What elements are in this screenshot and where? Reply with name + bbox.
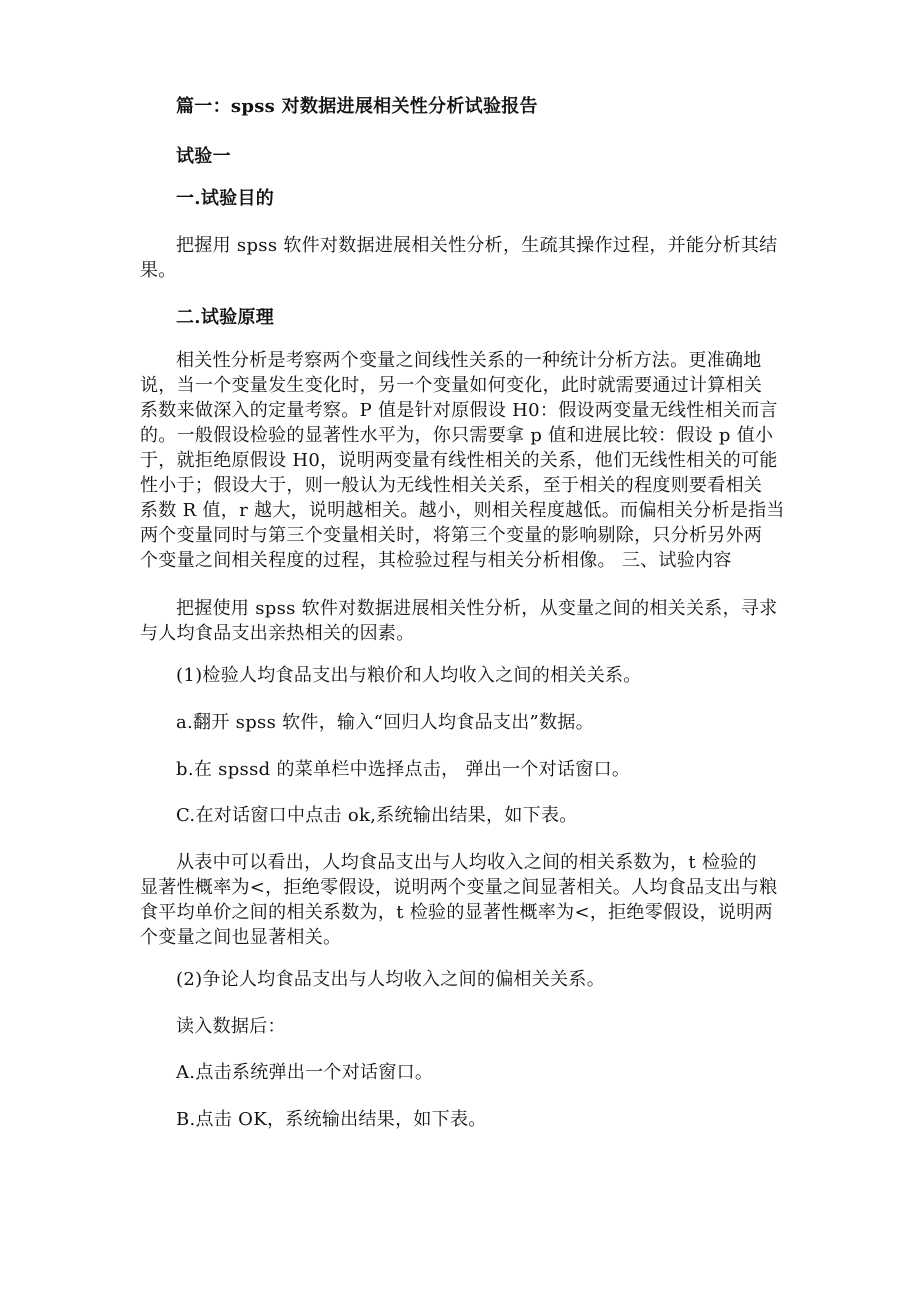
section2-line-1: 相关性分析是考察两个变量之间线性关系的一种统计分析方法。更准确地 — [176, 350, 762, 371]
step1-result-line-4: 个变量之间也显著相关。 — [140, 927, 342, 948]
step2-intro: 读入数据后： — [176, 1016, 286, 1037]
step1-a: a.翻开 spss 软件，输入“回归人均食品支出”数据。 — [176, 712, 594, 733]
section2-line-6: 性小于；假设大于，则一般认为无线性相关关系，至于相关的程度则要看相关 — [140, 475, 763, 496]
section2-heading: 二.试验原理 — [176, 307, 275, 328]
section2-line-7: 系数 R 值，r 越大，说明越相关。越小，则相关程度越低。而偏相关分析是指当 — [140, 500, 785, 521]
section2-line-3: 系数来做深入的定量考察。P 值是针对原假设 H0：假设两变量无线性相关而言 — [140, 400, 778, 421]
section2-line-5: 于，就拒绝原假设 H0，说明两变量有线性相关的关系，他们无线性相关的可能 — [140, 450, 778, 471]
section1-line-2: 果。 — [140, 260, 177, 281]
step2-title: (2)争论人均食品支出与人均收入之间的偏相关关系。 — [176, 969, 605, 990]
step1-c: C.在对话窗口中点击 ok,系统输出结果，如下表。 — [176, 805, 578, 826]
step2-b: B.点击 OK，系统输出结果，如下表。 — [176, 1109, 487, 1130]
step1-result-line-2: 显著性概率为<，拒绝零假设，说明两个变量之间显著相关。人均食品支出与粮 — [140, 877, 778, 898]
document-title: 篇一：spss 对数据进展相关性分析试验报告 — [176, 96, 538, 117]
section3-line-2: 与人均食品支出亲热相关的因素。 — [140, 623, 415, 644]
step1-result-line-1: 从表中可以看出，人均食品支出与人均收入之间的相关系数为，t 检验的 — [176, 852, 757, 873]
step1-result-line-3: 食平均单价之间的相关系数为，t 检验的显著性概率为<，拒绝零假设，说明两 — [140, 902, 773, 923]
step1-b: b.在 spssd 的菜单栏中选择点击， 弹出一个对话窗口。 — [176, 759, 631, 780]
step1-title: (1)检验人均食品支出与粮价和人均收入之间的相关关系。 — [176, 665, 642, 686]
section2-line-9: 个变量之间相关程度的过程，其检验过程与相关分析相像。 三、试验内容 — [140, 550, 732, 571]
section2-line-4: 的。一般假设检验的显著性水平为，你只需要拿 p 值和进展比较：假设 p 值小 — [140, 425, 774, 446]
section1-line-1: 把握用 spss 软件对数据进展相关性分析，生疏其操作过程，并能分析其结 — [176, 235, 778, 256]
section2-line-2: 说，当一个变量发生变化时，另一个变量如何变化，此时就需要通过计算相关 — [140, 375, 763, 396]
section1-heading: 一.试验目的 — [176, 188, 275, 209]
section3-line-1: 把握使用 spss 软件对数据进展相关性分析，从变量之间的相关关系，寻求 — [176, 598, 778, 619]
step2-a: A.点击系统弹出一个对话窗口。 — [176, 1062, 434, 1083]
section2-line-8: 两个变量同时与第三个变量相关时，将第三个变量的影响剔除，只分析另外两 — [140, 525, 763, 546]
experiment-label: 试验一 — [176, 146, 231, 167]
